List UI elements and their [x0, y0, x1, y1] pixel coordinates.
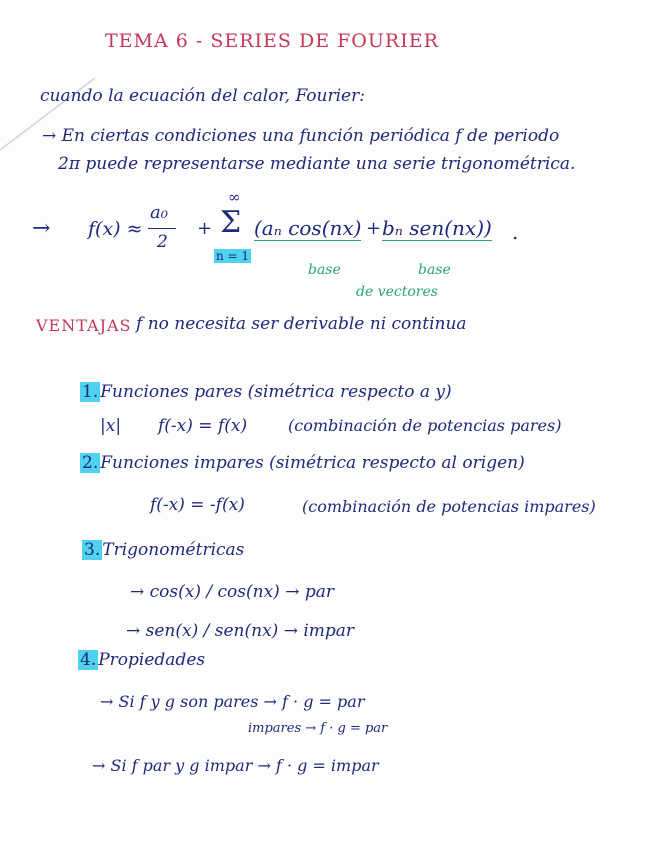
item-number: 2.: [82, 453, 99, 473]
base-label-sin: base: [418, 262, 451, 278]
fraction-bar: [148, 228, 176, 229]
formula-arrow-icon: →: [32, 216, 51, 241]
sum-upper-limit: ∞: [228, 188, 241, 206]
item-funciones-impares: [80, 455, 525, 472]
intro-text: cuando la ecuación del calor, Fourier:: [40, 86, 365, 106]
base-note: de vectores: [356, 284, 438, 300]
item-trigonometricas: [82, 542, 244, 559]
formula-plus: +: [197, 218, 213, 239]
item-text: Funciones impares (simétrica respecto al origen): [100, 453, 525, 473]
formula-sin-term: bₙ sen(nx)): [382, 216, 492, 240]
formula-a0: a₀: [150, 202, 168, 223]
formula-period: .: [512, 220, 519, 244]
item-funciones-pares: [80, 384, 452, 401]
formula-lhs: f(x) ≈: [88, 218, 143, 240]
prop-pares-line: → Si f y g son pares → f · g = par: [100, 692, 365, 711]
trig-sen-line: → sen(x) / sen(nx) → impar: [126, 621, 355, 641]
ventajas-text: f no necesita ser derivable ni continua: [136, 314, 467, 334]
pares-example-eq: f(-x) = f(x): [158, 416, 248, 436]
formula-two: 2: [157, 232, 168, 252]
formula-cos-term: (aₙ cos(nx): [254, 216, 362, 240]
item-number: 3.: [84, 540, 101, 560]
impares-example-eq: f(-x) = -f(x): [150, 495, 245, 515]
prop-mixed-line: → Si f par y g impar → f · g = impar: [92, 756, 379, 775]
prop-impares-line: impares → f · g = par: [248, 721, 388, 736]
condition-line-1: → En ciertas condiciones una función periódica f de periodo: [42, 126, 560, 146]
item-text: Trigonométricas: [102, 540, 245, 560]
sum-lower-limit: n = 1: [216, 249, 250, 263]
item-number: 1.: [82, 382, 99, 402]
item-text: Propiedades: [98, 650, 206, 670]
item-number: 4.: [80, 650, 97, 670]
pares-example-abs: |x|: [100, 416, 122, 436]
base-label-cos: base: [308, 262, 341, 278]
sum-symbol: Σ: [220, 205, 242, 240]
formula-plus-2: +: [366, 218, 382, 239]
trig-cos-line: → cos(x) / cos(nx) → par: [130, 582, 334, 602]
impares-note: (combinación de potencias impares): [302, 497, 596, 516]
condition-line-2: 2π puede representarse mediante una serie trigonométrica.: [58, 154, 576, 174]
item-propiedades: [78, 652, 205, 669]
pares-note: (combinación de potencias pares): [288, 416, 562, 435]
ventajas-label: VENTAJAS: [36, 316, 132, 335]
page-title: TEMA 6 - SERIES DE FOURIER: [105, 30, 439, 52]
item-text: Funciones pares (simétrica respecto a y): [100, 382, 452, 402]
